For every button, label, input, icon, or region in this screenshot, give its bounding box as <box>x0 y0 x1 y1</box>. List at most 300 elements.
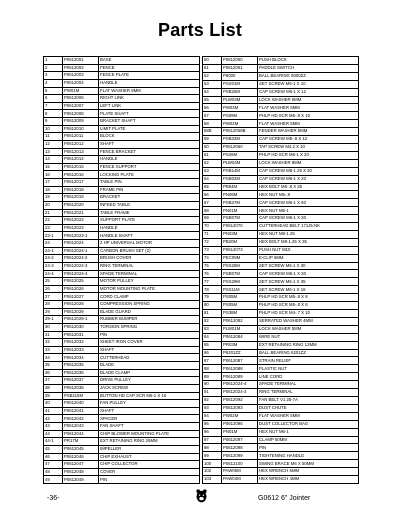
part-number: PSB26M <box>222 88 258 96</box>
ref-number: 71 <box>203 230 222 238</box>
table-row <box>44 224 200 232</box>
part-description: SUPPORT PLATE <box>99 217 200 225</box>
table-row <box>44 102 200 110</box>
part-description: FAN PULLEY <box>99 400 200 408</box>
table-row <box>203 325 359 333</box>
part-number: PS38M <box>222 310 258 318</box>
table-row <box>203 215 359 223</box>
table-row <box>44 285 200 293</box>
part-number: P0612087 <box>222 357 258 365</box>
ref-number: 23-1 <box>44 232 63 240</box>
part-description: SET SCREW M6-1 X 35 <box>258 278 359 286</box>
ref-number: 80 <box>203 302 222 310</box>
part-number: PR17M <box>63 438 99 446</box>
part-description: TORSION SPRING <box>99 323 200 331</box>
part-description: SHEET IRON COVER <box>99 339 200 347</box>
table-row <box>44 400 200 408</box>
table-row <box>44 331 200 339</box>
part-number: P0612022 <box>63 217 99 225</box>
ref-number: 93 <box>203 404 222 412</box>
part-description: BASE <box>99 57 200 65</box>
part-number: P0612015 <box>63 163 99 171</box>
table-row <box>44 301 200 309</box>
table-row <box>203 452 359 460</box>
part-number: P0612029 <box>63 308 99 316</box>
table-row <box>203 246 359 254</box>
table-row <box>203 286 359 294</box>
part-number: PW03M <box>222 104 258 112</box>
ref-number: 33 <box>44 346 63 354</box>
part-number: PSS11M <box>222 286 258 294</box>
part-description: CUTTERHEAD BELT 171J5 NK <box>258 223 359 231</box>
part-description: RUBBER BUMPER <box>99 316 200 324</box>
table-row <box>44 156 200 164</box>
ref-number: 77 <box>203 278 222 286</box>
table-row <box>44 316 200 324</box>
part-number: PB20M <box>222 238 258 246</box>
part-description: TABLE PIN <box>99 179 200 187</box>
table-row <box>44 346 200 354</box>
part-description: MOTOR MOUNTING PLATE <box>99 285 200 293</box>
ref-number: 12 <box>44 140 63 148</box>
table-row <box>44 125 200 133</box>
part-description: CAP SCREW M5-.8 X 12 <box>258 136 359 144</box>
ref-number: 50 <box>203 57 222 65</box>
part-number: P0612034 <box>63 354 99 362</box>
table-row <box>44 64 200 72</box>
ref-number: 87 <box>203 357 222 365</box>
part-description: RING TERMINAL <box>258 389 359 397</box>
part-number: PAW06M <box>222 468 258 476</box>
ref-number: 99 <box>203 452 222 460</box>
part-description: FENCE SUPPORT <box>99 163 200 171</box>
part-description: PIN <box>258 444 359 452</box>
part-description: CAP SCREW M6-1 X 30 <box>258 215 359 223</box>
table-row <box>203 57 359 65</box>
part-description: LOCKING PLATE <box>99 171 200 179</box>
part-number: P0612018 <box>63 186 99 194</box>
ref-number: 10 <box>44 125 63 133</box>
table-row <box>203 254 359 262</box>
part-number: P0612016 <box>63 171 99 179</box>
table-row <box>44 240 200 248</box>
part-number: PLW04M <box>222 159 258 167</box>
part-description: RING TERMINAL <box>99 262 200 270</box>
part-number: PSB14M <box>222 167 258 175</box>
table-row <box>203 365 359 373</box>
ref-number: 51 <box>203 64 222 72</box>
table-row <box>203 396 359 404</box>
part-description: FLAT WASHER 5MM <box>258 120 359 128</box>
ref-number: 27 <box>44 293 63 301</box>
part-description: LOCK WASHER 6MM <box>258 96 359 104</box>
table-row <box>44 384 200 392</box>
part-description: PUSH NUT M10 <box>258 246 359 254</box>
part-number: P0612097 <box>222 436 258 444</box>
ref-number: 49 <box>44 476 63 484</box>
ref-number: 68 <box>203 207 222 215</box>
ref-number: 100 <box>203 460 222 468</box>
part-description: 2 HP UNIVERSAL MOTOR <box>99 240 200 248</box>
part-description: FENCE BRACKET <box>99 148 200 156</box>
table-row <box>44 133 200 141</box>
page-number: -36- <box>47 495 60 502</box>
ref-number: 83 <box>203 325 222 333</box>
table-row <box>44 255 200 263</box>
part-number: PSB07M <box>222 215 258 223</box>
part-description: EXT RETAINING RING 26MM <box>99 438 200 446</box>
ref-number: 4 <box>44 79 63 87</box>
ref-number: 37 <box>44 377 63 385</box>
table-row <box>44 110 200 118</box>
ref-number: 82 <box>203 317 222 325</box>
table-row <box>44 217 200 225</box>
table-row <box>203 262 359 270</box>
ref-number: 53 <box>203 80 222 88</box>
part-description: PUSH BLOCK <box>258 57 359 65</box>
ref-number: 1 <box>44 57 63 65</box>
part-description: JACK SCREW <box>99 384 200 392</box>
part-number: P0612014 <box>63 156 99 164</box>
part-number: P0612032 <box>63 339 99 347</box>
part-number: P0612013 <box>63 148 99 156</box>
part-description: PIN <box>99 331 200 339</box>
ref-number: 79 <box>203 294 222 302</box>
part-number: P0612051 <box>222 64 258 72</box>
ref-number: 15 <box>44 163 63 171</box>
part-number: P0612026 <box>63 285 99 293</box>
table-row <box>203 420 359 428</box>
table-row <box>203 167 359 175</box>
part-number: P0612024-2 <box>63 255 99 263</box>
table-row <box>203 468 359 476</box>
table-row <box>44 362 200 370</box>
part-description: BRACKET <box>99 194 200 202</box>
part-number: P0612041 <box>63 407 99 415</box>
ref-number: 64 <box>203 175 222 183</box>
ref-number: 61 <box>203 151 222 159</box>
ref-number: 85 <box>203 341 222 349</box>
part-number: P0612040 <box>63 400 99 408</box>
ref-number: 46 <box>44 453 63 461</box>
part-number: P0612030 <box>63 323 99 331</box>
parts-tables <box>43 56 359 484</box>
ref-number: 19 <box>44 194 63 202</box>
part-number: P0612019 <box>63 194 99 202</box>
ref-number: 31 <box>44 331 63 339</box>
table-row <box>44 407 200 415</box>
table-row <box>203 278 359 286</box>
part-description: DUST CHUTE <box>258 404 359 412</box>
ref-number: 24 <box>44 240 63 248</box>
part-description: INFEED TABLE <box>99 201 200 209</box>
part-description: LINE CORD <box>258 373 359 381</box>
part-description: LIMIT PLATE <box>99 125 200 133</box>
ref-number: 55 <box>203 96 222 104</box>
table-row <box>203 112 359 120</box>
part-number: P0612004 <box>63 79 99 87</box>
ref-number: 34 <box>44 354 63 362</box>
table-row <box>44 186 200 194</box>
part-description: BLADE CLAMP <box>99 369 200 377</box>
table-row <box>44 445 200 453</box>
ref-number: 24-3 <box>44 262 63 270</box>
part-number: P0612044 <box>63 430 99 438</box>
part-number: P0612010 <box>63 125 99 133</box>
part-number: PAW04M <box>222 476 258 484</box>
ref-number: 67 <box>203 199 222 207</box>
part-number: P0612049 <box>63 476 99 484</box>
part-number: P0612036 <box>63 369 99 377</box>
part-description: FLAT WASHER 5MM <box>258 412 359 420</box>
part-description: CARBON BRUSH SET (2) <box>99 247 200 255</box>
part-number: P0612024 <box>63 240 99 248</box>
part-description: SHAFT <box>99 407 200 415</box>
part-description: PHLP HD SCR M5-.8 X 10 <box>258 112 359 120</box>
ref-number: 95 <box>203 420 222 428</box>
ref-number: 54 <box>203 88 222 96</box>
part-description: BLOCK <box>99 133 200 141</box>
part-description: SERRATED WASHER 4MM <box>258 317 359 325</box>
part-number: PS05M <box>222 294 258 302</box>
table-row <box>44 148 200 156</box>
ref-number: 21 <box>44 209 63 217</box>
part-description: SPADE TERMINAL <box>99 270 200 278</box>
part-number: P0612035 <box>63 362 99 370</box>
ref-number: 23 <box>44 224 63 232</box>
part-number: P0612024-1 <box>63 247 99 255</box>
ref-number: 70 <box>203 223 222 231</box>
ref-number: 11 <box>44 133 63 141</box>
part-number: P0612042 <box>63 415 99 423</box>
table-row <box>44 209 200 217</box>
table-row <box>203 223 359 231</box>
ref-number: 6 <box>44 95 63 103</box>
part-number: PSB07M <box>222 270 258 278</box>
part-number: P0612060 <box>222 143 258 151</box>
ref-number: 58B <box>203 128 222 136</box>
part-number: PN01M <box>222 207 258 215</box>
ref-number: 63 <box>203 167 222 175</box>
table-row <box>44 293 200 301</box>
part-number: P0612037 <box>63 377 99 385</box>
table-row <box>44 163 200 171</box>
ref-number: 22 <box>44 217 63 225</box>
part-number: P0612050 <box>222 57 258 65</box>
part-description: WIRE NUT <box>258 333 359 341</box>
part-number: PLW03M <box>222 96 258 104</box>
part-number: P0612089 <box>222 373 258 381</box>
table-row <box>203 460 359 468</box>
part-number: PLW01M <box>222 325 258 333</box>
ref-number: 78 <box>203 286 222 294</box>
ref-number: 66 <box>203 191 222 199</box>
ref-number: 30 <box>44 323 63 331</box>
ref-number: 91 <box>203 389 222 397</box>
part-number: PB94M <box>222 183 258 191</box>
ref-number: 25 <box>44 278 63 286</box>
table-row <box>203 404 359 412</box>
part-description: FAN BELT V1 25-7A <box>258 396 359 404</box>
part-description: HEX BOLT M5-.8 X 25 <box>258 183 359 191</box>
ref-number: 32 <box>44 339 63 347</box>
table-row <box>44 194 200 202</box>
table-row <box>44 247 200 255</box>
table-row <box>203 310 359 318</box>
part-description: RIGHT LINK <box>99 95 200 103</box>
part-description: HEX NUT M6-1 <box>258 428 359 436</box>
part-description: CAP SCREW M6-1 X 12 <box>258 88 359 96</box>
part-number: P0612092 <box>222 396 258 404</box>
part-number: P0612023 <box>63 224 99 232</box>
table-row <box>203 412 359 420</box>
ref-number: 72 <box>203 238 222 246</box>
part-description: SET SCREW M6-1 X 16 <box>258 286 359 294</box>
part-description: SET SCREW M6-1 X 30 <box>258 262 359 270</box>
part-number: P0612043 <box>63 423 99 431</box>
part-description: BUTTON HD CAP SCR M6-1 X 16 <box>99 392 200 400</box>
part-description: PHLP HD SCR M5-.8 X 8 <box>258 302 359 310</box>
part-description: HEX NUT M5-.8 <box>258 191 359 199</box>
part-number: PS09M <box>222 112 258 120</box>
part-number: P0612006 <box>63 95 99 103</box>
ref-number: 44 <box>44 430 63 438</box>
ref-number: 69 <box>203 215 222 223</box>
part-description: BALL BEARING 6201ZZ <box>258 349 359 357</box>
part-number: P0612009 <box>63 118 99 126</box>
part-number: P0612001 <box>63 57 99 65</box>
table-row <box>44 118 200 126</box>
part-description: HEX NUT M6-1 <box>258 207 359 215</box>
ref-number: 89 <box>203 373 222 381</box>
part-description: SET SCREW M6-1 X 10 <box>258 80 359 88</box>
part-description: BRUSH COVER <box>99 255 200 263</box>
part-description: CORD CLAMP <box>99 293 200 301</box>
table-row <box>203 230 359 238</box>
part-number: P0612027 <box>63 293 99 301</box>
part-description: E-CLIP 6MM <box>258 254 359 262</box>
part-description: SPACER <box>99 415 200 423</box>
ref-number: 43 <box>44 423 63 431</box>
part-number: P0612024-4 <box>63 270 99 278</box>
ref-number: 92 <box>203 396 222 404</box>
part-description: BRACKET SHAFT <box>99 118 200 126</box>
part-description: PIN <box>99 476 200 484</box>
part-description: PHLP HD SCR M4-.7 X 10 <box>258 310 359 318</box>
part-description: FENDER WASHER 5MM <box>258 128 359 136</box>
part-number: P0612038 <box>63 384 99 392</box>
part-number: P0612058B <box>222 128 258 136</box>
table-row <box>44 79 200 87</box>
table-row <box>203 183 359 191</box>
part-number: PR03M <box>222 341 258 349</box>
ref-number: 94 <box>203 412 222 420</box>
part-number: PN03M <box>222 230 258 238</box>
part-number: PW01M <box>63 87 99 95</box>
ref-number: 45 <box>44 445 63 453</box>
part-number: P0612031 <box>63 331 99 339</box>
ref-number: 28 <box>44 301 63 309</box>
table-row <box>203 128 359 136</box>
ref-number: 98 <box>203 444 222 452</box>
table-row <box>44 354 200 362</box>
ref-number: 103 <box>203 476 222 484</box>
part-number: PSS01M <box>222 80 258 88</box>
part-description: PADDLE SWITCH <box>258 64 359 72</box>
part-description: TAP SCREW M4.2 X 10 <box>258 143 359 151</box>
part-number: P0612021 <box>63 209 99 217</box>
part-number: P0612024-4 <box>222 381 258 389</box>
part-description: SHAFT <box>99 140 200 148</box>
part-number: PSB37M <box>222 199 258 207</box>
table-row <box>203 143 359 151</box>
ref-number: 96 <box>203 428 222 436</box>
ref-number: 29 <box>44 308 63 316</box>
table-row <box>203 428 359 436</box>
part-description: SPADE TERMINAL <box>258 381 359 389</box>
table-row <box>44 415 200 423</box>
part-number: P0612073 <box>222 246 258 254</box>
part-description: STRAIN RELIEF <box>258 357 359 365</box>
part-number: PS05M <box>222 302 258 310</box>
table-row <box>203 436 359 444</box>
table-row <box>203 159 359 167</box>
table-row <box>44 453 200 461</box>
part-number: P0612099 <box>222 452 258 460</box>
ref-number: 81 <box>203 310 222 318</box>
part-description: BLADE <box>99 362 200 370</box>
ref-number: 13 <box>44 148 63 156</box>
part-number: P0612082 <box>222 317 258 325</box>
table-row <box>44 87 200 95</box>
part-description: FENCE PLATE <box>99 72 200 80</box>
table-row <box>44 140 200 148</box>
part-number: P0612011 <box>63 133 99 141</box>
table-row <box>44 392 200 400</box>
table-row <box>203 88 359 96</box>
table-row <box>44 262 200 270</box>
part-description: HEX BOLT M8-1.25 X 35 <box>258 238 359 246</box>
part-description: HEX WRENCH 6MM <box>258 468 359 476</box>
model-label: G0612 6" Jointer <box>258 495 311 502</box>
part-number: P0612095 <box>222 420 258 428</box>
part-number: PS26M <box>222 151 258 159</box>
table-row <box>44 339 200 347</box>
part-description: COMPRESSION SPRING <box>99 301 200 309</box>
part-description: SWING BRACE M6 X 50MM <box>258 460 359 468</box>
ref-number: 52 <box>203 72 222 80</box>
ref-number: 86 <box>203 349 222 357</box>
ref-number: 56 <box>203 104 222 112</box>
bear-logo-icon <box>196 489 207 503</box>
part-description: PLATE SHAFT <box>99 110 200 118</box>
ref-number: 17 <box>44 179 63 187</box>
table-row <box>44 438 200 446</box>
table-row <box>44 72 200 80</box>
ref-number: 24-1 <box>44 247 63 255</box>
part-number: PSS29M <box>222 278 258 286</box>
part-number: P0612088 <box>222 365 258 373</box>
table-row <box>44 430 200 438</box>
part-description: CHIP BLOWER MOUNTING PLATE <box>99 430 200 438</box>
part-description: MOTOR PULLEY <box>99 278 200 286</box>
ref-number: 57 <box>203 112 222 120</box>
table-row <box>44 232 200 240</box>
part-description: LOCK WASHER 5MM <box>258 325 359 333</box>
ref-number: 62 <box>203 159 222 167</box>
part-number: P0612048 <box>63 468 99 476</box>
part-number: P0612024-3 <box>63 262 99 270</box>
